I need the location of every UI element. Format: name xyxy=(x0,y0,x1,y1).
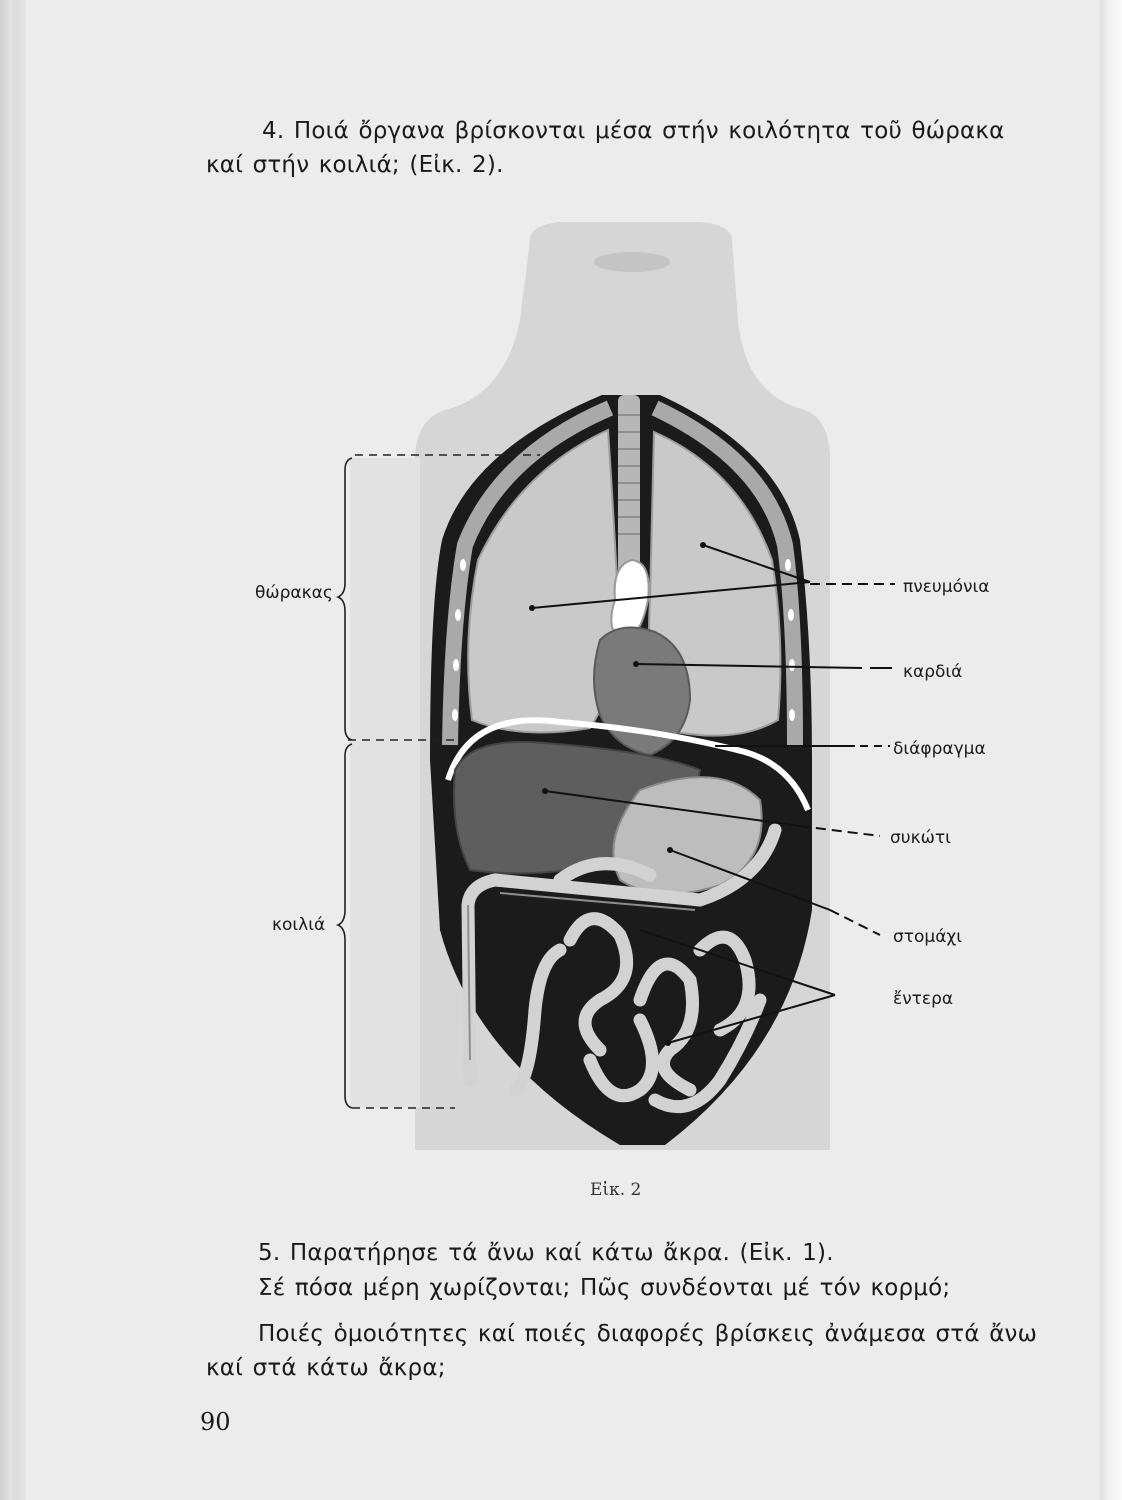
question-4-line-2: καί στήν κοιλιά; (Εἰκ. 2). xyxy=(206,152,504,178)
question-5-line-1: 5. Παρατήρησε τά ἄνω καί κάτω ἄκρα. (Εἰκ. 1). xyxy=(258,1240,834,1266)
label-lungs: πνευμόνια xyxy=(903,577,990,597)
label-liver: συκώτι xyxy=(890,828,951,848)
figure-caption: Εἰκ. 2 xyxy=(590,1180,642,1200)
region-shade xyxy=(350,458,420,1108)
label-abdomen: κοιλιά xyxy=(272,915,326,935)
question-5-line-3: Ποιές ὁμοιότητες καί ποιές διαφορές βρίσκεις ἀνάμεσα στά ἄνω xyxy=(258,1321,1038,1347)
page-number: 90 xyxy=(200,1408,231,1436)
label-intestines: ἔντερα xyxy=(893,989,954,1009)
trachea xyxy=(618,395,640,575)
question-4-line-1: 4. Ποιά ὄργανα βρίσκονται μέσα στήν κοιλότητα τοῦ θώρακα xyxy=(262,118,1005,144)
label-diaphragm: διάφραγμα xyxy=(893,739,986,759)
label-stomach: στομάχι xyxy=(893,927,963,947)
label-heart: καρδιά xyxy=(903,662,963,682)
question-5-line-4: καί στά κάτω ἄκρα; xyxy=(206,1355,446,1381)
label-thorax: θώρακας xyxy=(255,583,333,603)
question-5-line-2: Σέ πόσα μέρη χωρίζονται; Πῶς συνδέονται μέ τόν κορμό; xyxy=(258,1275,951,1301)
neck-shadow xyxy=(594,252,670,272)
